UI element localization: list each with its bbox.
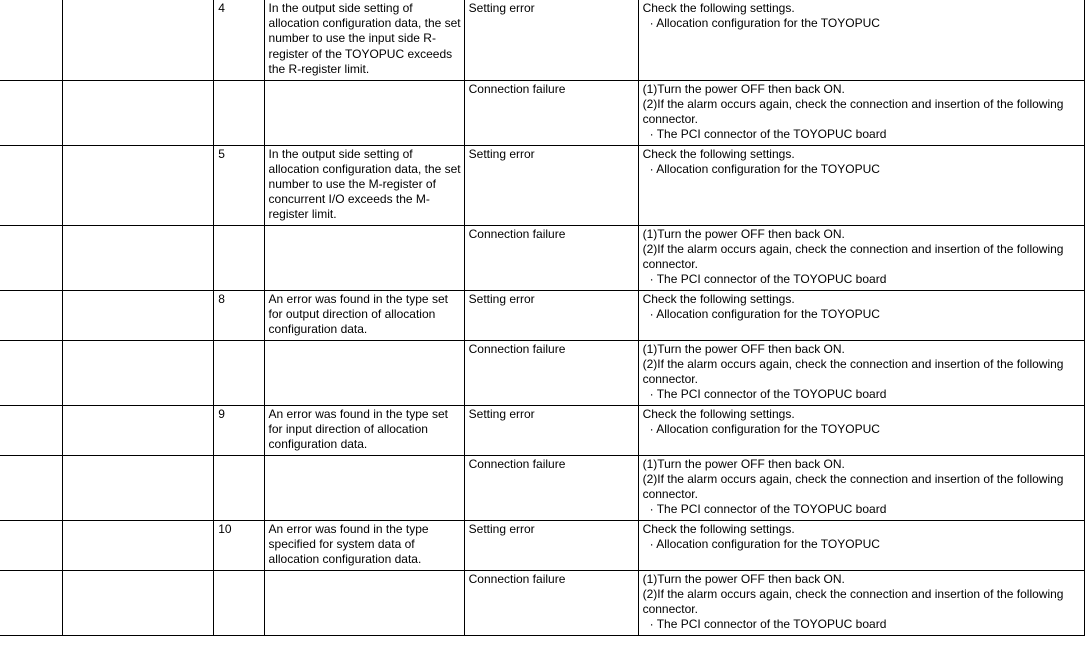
alarm-number-cell [0,520,63,570]
remedy-step-2: (2)If the alarm occurs again, check the connection and insertion of the following connector. [642,471,1064,501]
table-row [0,225,1085,290]
alarm-number-cell [0,0,63,80]
remedy-item: · Allocation configuration for the TOYOPUC [649,16,880,31]
detail-description-empty [264,570,464,635]
table-row [0,80,1085,145]
table-row [0,145,1085,225]
remedy-cell [638,405,1084,455]
remedy-check: Check the following settings. [642,521,795,536]
table-row [0,340,1085,405]
remedy-step-1: (1)Turn the power OFF then back ON. [642,571,845,586]
alarm-number-cell [0,80,63,145]
alarm-message-cell [63,520,214,570]
detail-description-empty [264,80,464,145]
cause-label: Connection failure [464,455,638,520]
table-row [0,0,1085,80]
alarm-number-cell [0,405,63,455]
detail-number-empty [214,225,264,290]
remedy-item: · Allocation configuration for the TOYOPUC [649,161,880,176]
detail-number: 4 [214,0,264,80]
remedy-cell [638,145,1084,225]
alarm-message-cell [63,340,214,405]
detail-description: An error was found in the type set for output direction of allocation configuration data. [264,290,464,340]
remedy-cell [638,0,1084,80]
remedy-step-2: (2)If the alarm occurs again, check the connection and insertion of the following connector. [642,586,1064,616]
remedy-check: Check the following settings. [642,291,795,306]
remedy-item: · The PCI connector of the TOYOPUC board [649,272,887,287]
remedy-step-2: (2)If the alarm occurs again, check the connection and insertion of the following connector. [642,96,1064,126]
alarm-number-cell [0,225,63,290]
remedy-check: Check the following settings. [642,1,795,15]
cause-label: Setting error [464,405,638,455]
remedy-item: · Allocation configuration for the TOYOPUC [649,421,880,436]
remedy-step-1: (1)Turn the power OFF then back ON. [642,456,845,471]
remedy-step-1: (1)Turn the power OFF then back ON. [642,81,845,96]
cause-label: Setting error [464,145,638,225]
cause-label: Setting error [464,0,638,80]
remedy-item: · Allocation configuration for the TOYOPUC [649,306,880,321]
detail-number-empty [214,340,264,405]
alarm-message-cell [63,145,214,225]
remedy-item: · The PCI connector of the TOYOPUC board [649,127,887,142]
table-row [0,405,1085,455]
cause-label: Setting error [464,290,638,340]
detail-number: 9 [214,405,264,455]
remedy-cell [638,520,1084,570]
remedy-item: · The PCI connector of the TOYOPUC board [649,502,887,517]
detail-description: An error was found in the type specified for system data of allocation configuration data. [264,520,464,570]
alarm-message-cell [63,80,214,145]
remedy-item: · The PCI connector of the TOYOPUC board [649,617,887,632]
detail-number-empty [214,570,264,635]
cause-label: Connection failure [464,570,638,635]
alarm-message-cell [63,405,214,455]
remedy-item: · The PCI connector of the TOYOPUC board [649,387,887,402]
table-row [0,520,1085,570]
detail-number-empty [214,80,264,145]
alarm-message-cell [63,225,214,290]
cause-label: Connection failure [464,225,638,290]
cause-label: Setting error [464,520,638,570]
remedy-step-1: (1)Turn the power OFF then back ON. [642,226,845,241]
detail-number: 5 [214,145,264,225]
remedy-step-2: (2)If the alarm occurs again, check the connection and insertion of the following connector. [642,356,1064,386]
table-row [0,290,1085,340]
remedy-cell [638,290,1084,340]
alarm-message-cell [63,290,214,340]
remedy-step-2: (2)If the alarm occurs again, check the connection and insertion of the following connector. [642,241,1064,271]
remedy-cell [638,455,1084,520]
detail-description: In the output side setting of allocation configuration data, the set number to use the input side R-register of the TOYOPUC exceeds the R-register limit. [264,0,464,80]
detail-description: In the output side setting of allocation configuration data, the set number to use the M-register of concurrent I/O exceeds the M-register limit. [264,145,464,225]
detail-number: 8 [214,290,264,340]
detail-number: 10 [214,520,264,570]
table-row [0,570,1085,635]
alarm-message-cell [63,0,214,80]
remedy-item: · Allocation configuration for the TOYOPUC [649,536,880,551]
alarm-number-cell [0,455,63,520]
alarm-message-cell [63,455,214,520]
table-row [0,455,1085,520]
remedy-cell [638,570,1084,635]
remedy-cell [638,225,1084,290]
cause-label: Connection failure [464,80,638,145]
detail-description-empty [264,340,464,405]
remedy-check: Check the following settings. [642,406,795,421]
detail-number-empty [214,455,264,520]
detail-description-empty [264,455,464,520]
detail-description: An error was found in the type set for input direction of allocation configuration data. [264,405,464,455]
alarm-number-cell [0,570,63,635]
cause-label: Connection failure [464,340,638,405]
remedy-check: Check the following settings. [642,146,795,161]
alarm-number-cell [0,340,63,405]
remedy-cell [638,340,1084,405]
remedy-step-1: (1)Turn the power OFF then back ON. [642,341,845,356]
alarm-number-cell [0,290,63,340]
alarm-message-cell [63,570,214,635]
alarm-number-cell [0,145,63,225]
detail-description-empty [264,225,464,290]
remedy-cell [638,80,1084,145]
